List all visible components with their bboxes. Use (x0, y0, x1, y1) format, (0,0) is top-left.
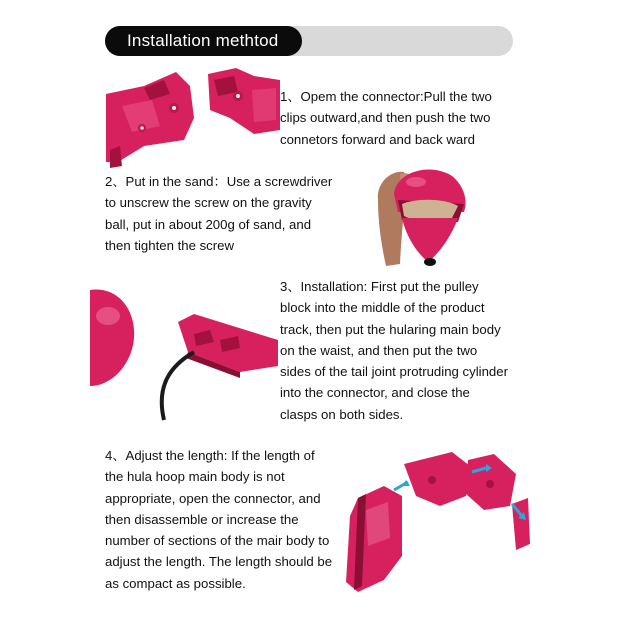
gravity-ball-photo (372, 160, 472, 270)
step-4-line: adjust the length. The length should be (105, 554, 333, 570)
step-3-line: into the connector, and close the (280, 385, 470, 401)
step-4-text (105, 445, 345, 594)
step-3-line: 3、Installation: First put the pulley (280, 279, 479, 294)
step-4-line: number of sections of the mair body to (105, 533, 330, 549)
step-2-line: then tighten the screw (105, 237, 235, 253)
step-3-line: track, then put the hularing main body (280, 321, 501, 337)
step-3-line: block into the middle of the product (280, 300, 485, 316)
connector-photo (104, 66, 280, 172)
step-3-line: on the waist, and then put the two (280, 342, 478, 358)
step-2-line: to unscrew the screw on the gravity (105, 195, 312, 211)
track-segment-top (404, 452, 516, 510)
page-title: Installation methtod (127, 31, 279, 50)
installation-photo (90, 286, 280, 426)
pink-ball (90, 290, 134, 386)
step-4-line: appropriate, open the connector, and (105, 490, 321, 506)
track-segment-left (346, 486, 402, 592)
connector-right-piece (208, 68, 280, 134)
step-2-text (105, 171, 365, 256)
cord (162, 352, 194, 420)
connector-left-piece (106, 72, 194, 168)
step-1-text (280, 86, 520, 150)
step-4-line: as compact as possible. (105, 575, 246, 591)
step-4-line: then disassemble or increase the (105, 511, 299, 527)
step-1-line: 1、Opem the connector:Pull the two (280, 89, 492, 104)
step-4-line: 4、Adjust the length: If the length of (105, 448, 315, 463)
step-1-line: connetors forward and back ward (280, 131, 475, 147)
track-sections-photo (344, 446, 530, 592)
step-1-line: clips outward,and then push the two (280, 110, 491, 126)
step-2-line: 2、Put in the sand：Use a screwdriver (105, 174, 333, 189)
gravity-ball (394, 170, 466, 266)
step-3-text (280, 276, 520, 425)
step-3-line: sides of the tail joint protruding cylinder (280, 364, 508, 380)
track-section (178, 314, 278, 378)
step-2-line: ball, put in about 200g of sand, and (105, 216, 312, 232)
step-4-line: the hula hoop main body is not (105, 469, 285, 485)
step-3-line: clasps on both sides. (280, 406, 404, 422)
